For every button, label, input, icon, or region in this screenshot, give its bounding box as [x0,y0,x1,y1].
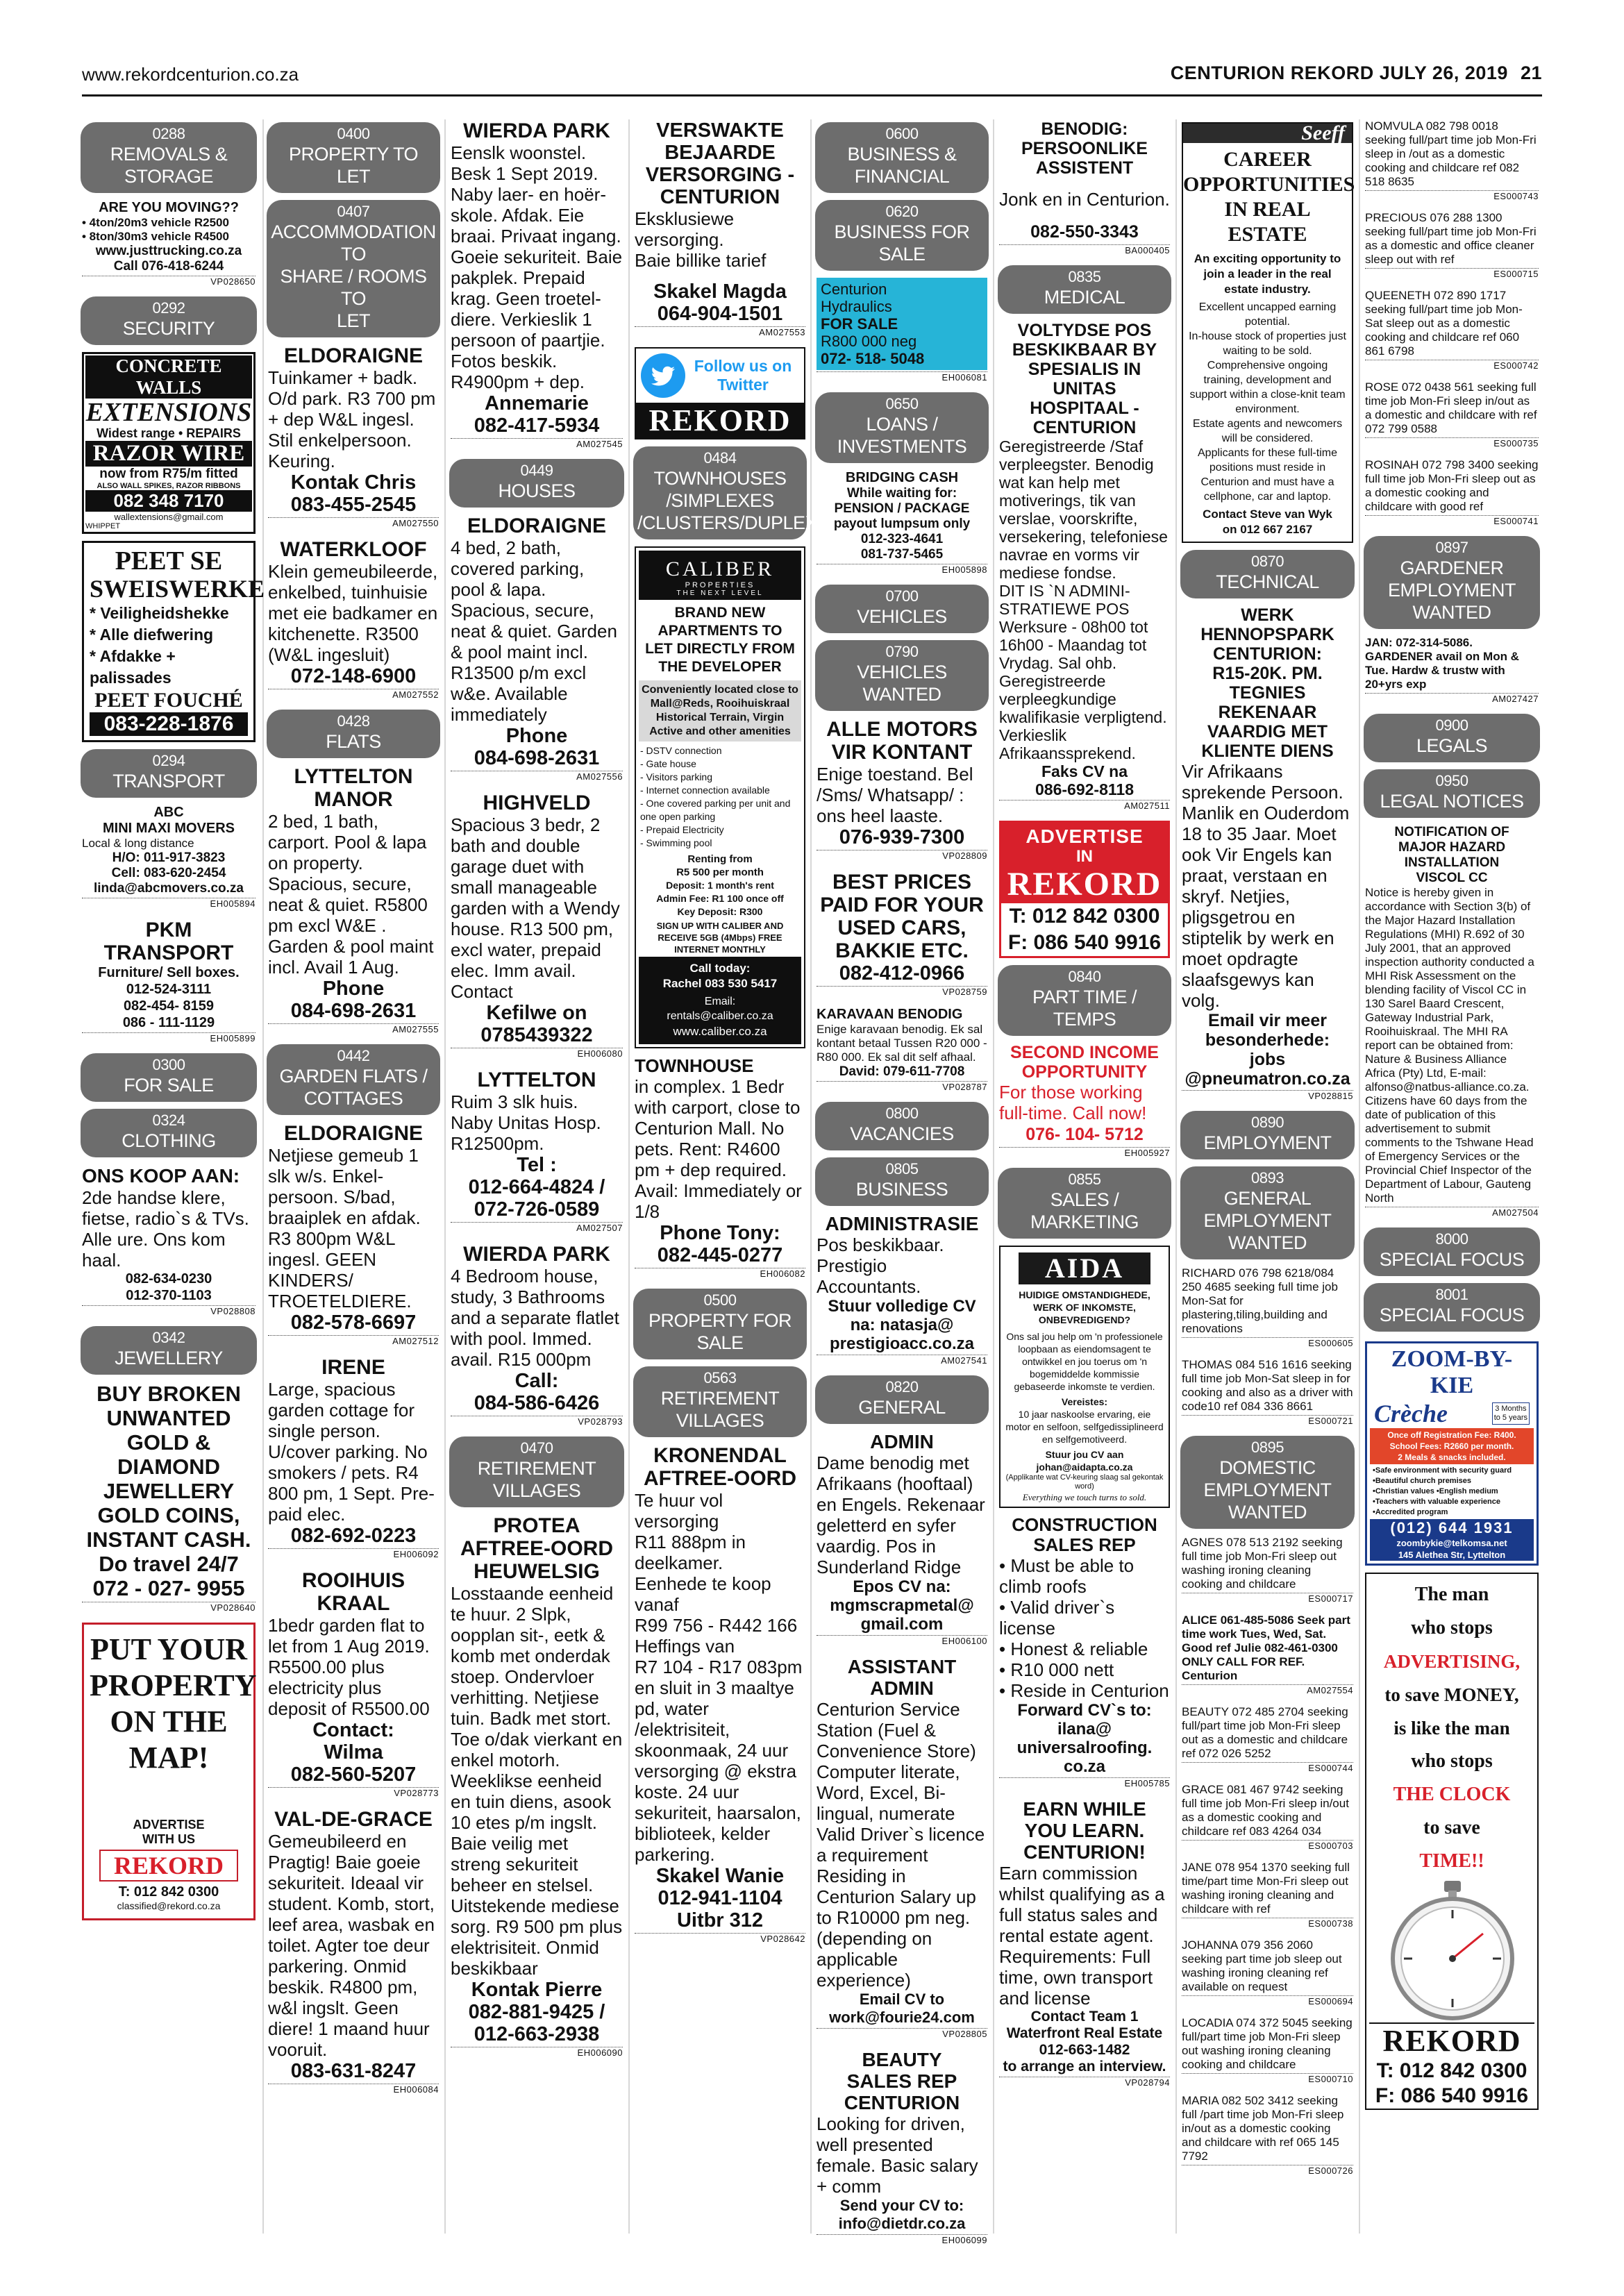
list-item: Estate agents and newcomers will be considered. [1192,418,1343,444]
classified-ad: PKM TRANSPORT Furniture/ Sell boxes. 012-524-3111 082-454- 8159 086 - 111-1129 EH005899 [82,919,256,1044]
category-removals[interactable]: 0288 REMOVALS & STORAGE [81,122,257,193]
classified-ad: WIERDA PARK Eenslk woonstel. Besk 1 Sept 2019. Naby laer- en hoër-skole. Afdak. Eie braai. Privaat ingang. Goeie sekuriteit. Baie pakplek. Prepaid krag. Geen troetel-diere. Verkieslik 1 persoon of paartjie. Fotos beskik. R4900pm + dep. Annemarie 082-417-5934 AM027545 [451,119,623,449]
list-item: - Swimming pool [640,837,712,848]
classified-ad: ELDORAIGNE Tuinkamer + badk. O/d park. R3 700 pm + dep W&L ingesl. Stil enkelpersoon. Keuring. Kontak Chris 083-455-2545 AM027550 [268,344,439,528]
category-property-to-let[interactable]: 0400 PROPERTY TO LET [267,122,440,193]
display-ad-zoom-by-kie: ZOOM-BY-KIE Crèche 3 Months to 5 years Once off Registration Fee: R400. School Fees: R2660 per month. 2 Meals & snacks included. •Safe environment with security guard •Beautiful church premises •Christian values •English medium •Teachers with valuable experience •Accredited program (012) 644 1931 zoombykie@telkomsa.net 145 Alethea Str, Lyttelton [1365,1341,1539,1566]
classified-ad: WIERDA PARK 4 Bedroom house, study, 3 Bathrooms and a separate flatlet with pool. Immed. avail. R15 000pm Call: 084-586-6426 VP028793 [451,1243,623,1427]
category-garden-flats[interactable]: 0442 GARDEN FLATS / COTTAGES [267,1044,440,1115]
stopwatch-icon [1369,1881,1536,2020]
category-business[interactable]: 0805 BUSINESS [815,1157,989,1206]
classified-ad: BEST PRICES PAID FOR YOUR USED CARS, BAKKIE ETC. 082-412-0966 VP028759 [817,871,987,997]
category-retirement-villages-2[interactable]: 0563 RETIREMENT VILLAGES [633,1366,807,1437]
classified-ad: ARE YOU MOVING?? • 4ton/20m3 vehicle R2500 • 8ton/30m3 vehicle R4500 www.justtrucking.co.za Call 076-418-6244 VP028650 [82,200,256,287]
list-item: Excellent uncapped earning potential. [1198,301,1337,328]
classified-ad: VERSWAKTE BEJAARDE VERSORGING - CENTURION Eksklusiewe versorging. Baie billike tarief Skakel Magda 064-904-1501 AM027553 [635,119,805,337]
classified-ad: BRIDGING CASH While waiting for: PENSION / PACKAGE payout lumpsum only 012-323-4641 081-737-5465 EH005898 [817,470,987,575]
small-ad: GRACE 081 467 9742 seeking full time job Mon-Fri sleep in/out as a domestic cooking and childcare ref 083 4264 034 ES000703 [1182,1783,1353,1851]
classified-ad: IRENE Large, spacious garden cottage for single person. U/cover parking. No smokers / pets. R4 800 pm, 1 Sept. Pre-paid elec. 082-692-0223 EH006092 [268,1356,439,1559]
caliber-site[interactable]: www.caliber.co.za [673,1025,767,1038]
list-item: - Gate house [640,758,696,769]
small-ad: QUEENETH 072 890 1717 seeking full/part time job Mon-Sat sleep out as a domestic cooking and childcare ref 060 861 6798 ES000742 [1365,289,1539,371]
list-item: - DSTV connection [640,745,722,756]
small-ad: JOHANNA 079 356 2060 seeking part time job sleep out washing ironing cleaning ref available on request ES000694 [1182,1938,1353,2006]
category-business-for-sale[interactable]: 0620 BUSINESS FOR SALE [815,200,989,271]
category-retirement-villages[interactable]: 0470 RETIREMENT VILLAGES [449,1436,624,1507]
classified-ad: ELDORAIGNE 4 bed, 2 bath, covered parking, pool & lapa. Spacious, secure, neat & quiet. Garden & pool maint incl. R13500 p/m excl w&e. Available immediately Phone 084-698-2631 AM027556 [451,514,623,782]
display-ad-seeff: Seeff CAREER OPPORTUNITIES IN REAL ESTATE An exciting opportunity to join a leader in the real estate industry. Excellent uncapped earning potential. In-house stock of properties just waiting to be sold. Comprehensive ongoing training, development and support within a close-knit team environment. Estate agents and newcomers will be considered. Applicants for these full-time positions must reside in Centurion and must have a cellphone, car and laptop. Contact Steve van Wyk on 012 667 2167 [1182,122,1353,543]
classified-ad: ONS KOOP AAN: 2de handse klere, fietse, radio`s & TVs. Alle ure. Ons kom haal. 082-634-0230 012-370-1103 VP028808 [82,1165,256,1316]
promo-email[interactable]: classified@rekord.co.za [117,1900,221,1911]
aida-email[interactable]: Stuur jou CV aan johan@aidapta.co.za [1036,1449,1133,1473]
classified-ad: ADMIN Dame benodig met Afrikaans (hooftaal) en Engels. Rekenaar geletterd en syfer vaardig. Pos in Sunderland Ridge Epos CV na: mgmscrapmetal@ gmail.com EH006100 [817,1431,987,1646]
category-for-sale[interactable]: 0300 FOR SALE [81,1053,257,1102]
legal-notice: NOTIFICATION OF MAJOR HAZARD INSTALLATION VISCOL CC Notice is hereby given in accordance with Section 3(b) of the Major Hazard Installation Regulations (MHI) R.692 of 30 July 2001, that an approved inspection authority conducted a MHI Risk Assessment on the blending facility of Viscol CC in 130 Sarel Baard Crescent, Gateway Industrial Park, Rooihuiskraal. The MHI RA report can be obtained from: Nature & Business Alliance Africa (Pty) Ltd, E-mail: alfonso@natbus-alliance.co.za. Citizens have 60 days from the date of publication of this advertisement to submit comments to the Tshwane Head of Emergency Services or the Provincial Chief Inspector of the Department of Labour, Gauteng North AM027504 [1365,825,1539,1218]
column-5 [812,119,991,2245]
classified-ad: ELDORAIGNE Netjiese gemeub 1 slk w/s. Enkel-persoon. S/bad, braaiplek en afdak. R3 800pm W&L ingesl. GEEN KINDERS/ TROETELDIERE. 082-578-6697 AM027512 [268,1122,439,1346]
display-ad-clock: The man who stops ADVERTISING, to save MONEY, is like the man who stops THE CLOCK to save TIME!! REKORD T: 012 842 0300 F: 086 540 9916 [1365,1573,1539,2110]
small-ad: LOCADIA 074 372 5045 seeking full/part time job Mon-Fri sleep out washing ironing cleaning cooking and childcare ES000710 [1182,2016,1353,2084]
classified-ad: VAL-DE-GRACE Gemeubileerd en Pragtig! Baie goeie sekuriteit. Ideaal vir student. Komb, stort, leef area, wasbak en toilet. Agter toe deur parkering. Onmid beskik. R4800 pm, w&l ingslt. Geen diere! 1 maand huur vooruit. 083-631-8247 EH006084 [268,1808,439,2095]
category-medical[interactable]: 0835 MEDICAL [998,265,1171,314]
publication-title: CENTURION REKORD JULY 26, 2019 [1170,62,1508,83]
zoom-phone[interactable]: (012) 644 1931 [1370,1519,1534,1537]
page-number: 21 [1520,62,1542,83]
walls-phone[interactable]: 082 348 7170 [85,490,252,512]
category-special-focus-2[interactable]: 8001 SPECIAL FOCUS [1364,1283,1540,1332]
classified-ad: EARN WHILE YOU LEARN. CENTURION! Earn commission whilst qualifying as a full status sales and rental estate agent. Requirements: Full time, own transport and license Contact Team 1 Waterfront Real Estate 012-663-1482 to arrange an interview. VP028794 [999,1798,1170,2088]
small-ad: RICHARD 076 798 6218/084 250 4685 seeking full time job Mon-Sat for plastering,tiling,building and renovations ES000605 [1182,1266,1353,1348]
small-ad: NOMVULA 082 798 0018 seeking full/part time job Mon-Fri sleep in /out as a domestic cooking and childcare ref 082 518 8635 ES000743 [1365,119,1539,201]
page-header [82,62,1542,90]
classified-ad: ALLE MOTORS VIR KONTANT Enige toestand. Bel /Sms/ Whatsapp/ : ons heel laaste. 076-939-7300 VP028809 [817,718,987,861]
site-url[interactable]: www.rekordcenturion.co.za [82,64,299,85]
zoom-email[interactable]: zoombykie@telkomsa.net [1370,1537,1534,1549]
category-business-financial[interactable]: 0600 BUSINESS & FINANCIAL [815,122,989,193]
classified-ad: VOLTYDSE POS BESKIKBAAR BY SPESIALIS IN UNITAS HOSPITAAL - CENTURION Geregistreerde /Staf verpleegster. Benodig wat kan help met motiverings, tik van verslae, voorskrifte, versekering, telefoniese navrae en vorms vir mediese fondse. DIT IS `N ADMINI-STRATIEWE POS Werksure - 08h00 tot 16h00 - Maandag tot Vrydag. Sal ohb. Geregistreerde verpleegkundige kwalifikasie verpligtend. Verkieslik Afrikaanssprekend. Faks CV na 086-692-8118 AM027511 [999,321,1170,811]
small-ad: MARIA 082 502 3412 seeking full /part time job Mon-Fri sleep in/out as a domestic cooking and childcare with ref 065 145 7792 ES000726 [1182,2094,1353,2176]
caliber-email[interactable]: Email: rentals@caliber.co.za [667,996,773,1022]
category-legal-notices[interactable]: 0950 LEGAL NOTICES [1364,769,1540,818]
twitter-bird-icon [640,353,686,399]
category-domestic-employment-wanted[interactable]: 0895 DOMESTIC EMPLOYMENT WANTED [1180,1436,1355,1529]
classified-ad: BUY BROKEN UNWANTED GOLD & DIAMOND JEWELLERY GOLD COINS, INSTANT CASH. Do travel 24/7 072 - 027- 9955 VP028640 [82,1382,256,1613]
display-ad-hydraulics: Centurion Hydraulics FOR SALE R800 000 neg 072- 518- 5048 [817,278,987,370]
small-ad: ROSE 072 0438 561 seeking full time job Mon-Fri sleep in/out as a domestic and childcare with ref 072 799 0588 ES000735 [1365,380,1539,449]
column-8 [1361,119,1543,2237]
category-transport[interactable]: 0294 TRANSPORT [81,749,257,798]
small-ad: ALICE 061-485-5086 Seek part time work Tues, Wed, Sat. Good ref Julie 082-461-0300 ONLY CALL FOR REF. Centurion AM027554 [1182,1614,1353,1695]
column-divider [444,119,446,2234]
twitter-promo[interactable]: Follow us on Twitter REKORD [635,347,805,439]
classified-ad: ADMINISTRASIE Pos beskikbaar. Prestigio Accountants. Stuur volledige CV na: natasja@ prestigioacc.co.za AM027541 [817,1213,987,1366]
column-6 [995,119,1174,2237]
classified-ad: WERK HENNOPSPARK CENTURION: R15-20K. PM. TEGNIES REKENAAR VAARDIG MET KLIENTE DIENS Vir Afrikaans sprekende Persoon. Manlik en Ouderdom 18 to 35 Jaar. Moet ook Vir Engels kan praat, verstaan en skryf. Netjies, pligsgetrou en stiptelik by werk en moet opdragte slaafsgewys kan volg. Email vir meer besonderhede: jobs @pneumatron.co.za VP028815 [1182,605,1353,1101]
category-clothing[interactable]: 0324 CLOTHING [81,1109,257,1157]
category-loans[interactable]: 0650 LOANS / INVESTMENTS [815,392,989,463]
list-item: - Visitors parking [640,771,713,782]
classified-ad: TOWNHOUSE in complex. 1 Bedr with carport, close to Centurion Mall. No pets. Rent: R4600 pm + dep required. Avail: Immediately or 1/8 Phone Tony: 082-445-0277 EH006082 [635,1055,805,1279]
small-ad: THOMAS 084 516 1616 seeking full time job Mon-Sat sleep in for cooking and also as a driver with code10 ref 084 336 8661 ES000721 [1182,1358,1353,1426]
column-4 [630,119,842,2237]
category-technical[interactable]: 0870 TECHNICAL [1180,550,1355,598]
column-divider [810,119,812,2234]
classified-ad: CONSTRUCTION SALES REP • Must be able to climb roofs • Valid driver`s license • Honest & reliable • R10 000 nett • Reside in Centurion Forward CV`s to: ilana@ universalroofing. co.za EH005785 [999,1514,1170,1788]
classified-ad: BENODIG: PERSOONLIKE ASSISTENT Jonk en in Centurion. 082-550-3343 BA000405 [999,119,1170,255]
column-7 [1178,119,1357,2237]
category-special-focus[interactable]: 8000 SPECIAL FOCUS [1364,1227,1540,1276]
display-ad-aida: AIDA HUIDIGE OMSTANDIGHEDE, WERK OF INKOMSTE, ONBEVREDIGEND? Ons sal jou help om 'n professionele loopbaan as eiendomsagent te ontwikkel en jou toerus om 'n bogemiddelde kommissie gebaseerde inkomste te verdien. Vereistes: 10 jaar naskoolse ervaring, eie motor en selfoon, selfgedissiplineerd en selfgemotiveerd. Stuur jou CV aan johan@aidapta.co.za (Applikante wat CV-keuring slaag sal gekontak word) Everything we touch turns to sold. [999,1246,1170,1508]
display-ad-walls: CONCRETE WALLS EXTENSIONS Widest range • REPAIRS RAZOR WIRE now from R75/m fitted ALSO WALL SPIKES, RAZOR RIBBONS 082 348 7170 wallextensions@gmail.com WHIPPET [82,352,256,534]
small-ad: JANE 078 954 1370 seeking full time/part time Mon-Fri sleep out washing ironing cleaning and childcare with ref ES000738 [1182,1861,1353,1929]
column-divider [628,119,630,2234]
advertise-in-rekord[interactable]: ADVERTISE IN REKORD T: 012 842 0300 F: 086 540 9916 [999,821,1170,958]
classified-ad: SECOND INCOME OPPORTUNITY For those working full-time. Call now! 076- 104- 5712 EH005927 [999,1043,1170,1158]
list-item: - Prepaid Electricity [640,824,724,835]
category-houses[interactable]: 0449 HOUSES [449,459,624,508]
list-item: Comprehensive ongoing training, development and support within a close-knit team environment. [1189,360,1346,415]
category-part-time[interactable]: 0840 PART TIME / TEMPS [998,965,1171,1036]
publication-line [1171,62,1542,84]
weld-phone[interactable]: 083-228-1876 [90,712,248,736]
header-rule [82,94,1542,97]
category-vehicles-wanted[interactable]: 0790 VEHICLES WANTED [815,640,989,711]
category-vacancies[interactable]: 0800 VACANCIES [815,1102,989,1150]
category-general-employment-wanted[interactable]: 0893 GENERAL EMPLOYMENT WANTED [1180,1166,1355,1259]
classified-ad: KRONENDAL AFTREE-OORD Te huur vol versorging R11 888pm in deelkamer. Eenhede te koop vanaf R99 756 - R442 166 Heffings van R7 104 - R17 083pm en sluit in 3 maaltye pd, water /elektrisiteit, skoonmaak, 24 uur versorging @ ekstra koste. 24 uur sekuriteit, haarsalon, biblioteek, kelder parkering. Skakel Wanie 012-941-1104 Uitbr 312 VP028642 [635,1444,805,1944]
classified-ad: ROOIHUIS KRAAL 1bedr garden flat to let from 1 Aug 2019. R5500.00 plus electricity plus deposit of R5500.00 Contact: Wilma 082-560-5207 VP028773 [268,1569,439,1798]
category-gardener-wanted[interactable]: 0897 GARDENER EMPLOYMENT WANTED [1364,536,1540,629]
small-ad: AGNES 078 513 2192 seeking full time job Mon-Fri sleep out washing ironing cleaning cooking and childcare ES000717 [1182,1536,1353,1604]
classified-ad: WATERKLOOF Klein gemeubileerde, enkelbed, tuinhuisie met eie badkamer en kitchenette. R3500 (W&L ingesluit) 072-148-6900 AM027552 [268,538,439,700]
classified-ad: ASSISTANT ADMIN Centurion Service Station (Fuel & Convenience Store) Computer literate, Word, Excel, Bi-lingual, numerate Valid Driver`s licence a requirement Residing in Centurion Salary up to R10000 pm neg. (depending on applicable experience) Email CV to work@fourie24.com VP028805 [817,1656,987,2039]
classified-ad: ABC MINI MAXI MOVERS Local & long distance H/O: 011-917-3823 Cell: 083-620-2454 linda@abcmovers.co.za EH005894 [82,805,256,909]
category-property-for-sale[interactable]: 0500 PROPERTY FOR SALE [633,1289,807,1359]
list-item: Applicants for these full-time positions must reside in Centurion and must have a cellphone, car and laptop. [1198,447,1337,503]
category-accommodation[interactable]: 0407 ACCOMMODATION TO SHARE / ROOMS TO LET [267,200,440,337]
column-2 [264,119,443,2237]
column-3 [446,119,627,2237]
small-ad: ROSINAH 072 798 3400 seeking full time job Mon-Fri sleep out as a domestic cooking and childcare with good ref ES000741 [1365,458,1539,526]
small-ad: PRECIOUS 076 288 1300 seeking full/part time job Mon-Fri as a domestic and office cleaner sleep out with ref ES000715 [1365,211,1539,279]
category-jewellery[interactable]: 0342 JEWELLERY [81,1326,257,1375]
promo-put-property: PUT YOUR PROPERTY ON THE MAP! ADVERTISE WITH US REKORD T: 012 842 0300 classified@rekord.co.za [82,1623,256,1920]
classified-ad: KARAVAAN BENODIG Enige karavaan benodig. Ek sal kontant betaal Tussen R20 000 - R80 000. Ek sal dit self afhaal. David: 079-611-7708 VP028787 [817,1007,987,1092]
classified-ad: LYTTELTON MANOR 2 bed, 1 bath, carport. Pool & lapa on property. Spacious, secure, neat & quiet. R5800 pm excl W&E . Garden & pool maint incl. Avail 1 Aug. Phone 084-698-2631 AM027555 [268,765,439,1034]
display-ad-caliber: CALIBER PROPERTIES THE NEXT LEVEL BRAND NEW APARTMENTS TO LET DIRECTLY FROM THE DEVELOPER Conveniently located close to Mall@Reds, Rooihuiskraal Historical Terrain, Virgin Active and other amenities - DSTV connection - Gate house - Visitors parking - Internet connection available - One covered parking per unit and one open parking - Prepaid Electricity - Swimming pool Renting from R5 500 per month Deposit: 1 month's rent Admin Fee: R1 100 once off Key Deposit: R300 SIGN UP WITH CALIBER AND RECEIVE 5GB (4Mbps) FREE INTERNET MONTHLY Call today: Rachel 083 530 5417 Email: rentals@caliber.co.za www.caliber.co.za [635,546,805,1048]
category-townhouses[interactable]: 0484 TOWNHOUSES /SIMPLEXES /CLUSTERS/DUPLEXES [633,446,807,539]
column-divider [1175,119,1177,2234]
list-item: - One covered parking per unit and one open parking [640,798,791,822]
category-vehicles[interactable]: 0700 VEHICLES [815,585,989,633]
category-general[interactable]: 0820 GENERAL [815,1375,989,1424]
category-employment[interactable]: 0890 EMPLOYMENT [1180,1111,1355,1159]
category-security[interactable]: 0292 SECURITY [81,296,257,345]
list-item: - Internet connection available [640,785,770,796]
classified-ad: HIGHVELD Spacious 3 bedr, 2 bath and double garage duet with small manageable garden with a Wendy house. R13 500 pm, excl water, prepaid elec. Imm avail. Contact Kefilwe on 0785439322 EH006080 [451,791,623,1059]
small-ad: BEAUTY 072 485 2704 seeking full/part time job Mon-Fri sleep out as a domestic and childcare ref 072 026 5252 ES000744 [1182,1705,1353,1773]
category-flats[interactable]: 0428 FLATS [267,710,440,758]
column-divider [993,119,994,2234]
classified-ad: PROTEA AFTREE-OORD HEUWELSIG Losstaande eenheid te huur. 2 Slpk, oopplan sit-, eetk & komb met onderdak stoep. Ondervloer verhitting. Netjiese tuin. Badk met stort. Toe o/dak vierkant en enkel motorh. Weeklikse eenheid en tuin diens, asook 10 etes p/m ingslt. Baie veilig met streng sekuriteit beheer en stelsel. Uitstekende mediese sorg. R9 500 pm plus elektrisiteit. Onmid beskikbaar Kontak Pierre 082-881-9425 / 012-663-2938 EH006090 [451,1514,623,2058]
column-1 [78,119,265,2237]
ad-ref: EH006081 [817,371,987,383]
display-ad-welding: PEET SE SWEISWERKE * Veiligheidshekke * Alle diefwering * Afdakke + palissades PEET FOUCHÉ 083-228-1876 [82,541,256,742]
classified-ad: BEAUTY SALES REP CENTURION Looking for driven, well presented female. Basic salary + comm Send your CV to: info@dietdr.co.za EH006099 [817,2049,987,2245]
classified-ad: LYTTELTON Ruim 3 slk huis. Naby Unitas Hosp. R12500pm. Tel : 012-664-4824 / 072-726-0589 AM027507 [451,1069,623,1233]
category-sales-marketing[interactable]: 0855 SALES / MARKETING [998,1168,1171,1239]
list-item: In-house stock of properties just waiting to be sold. [1189,330,1346,357]
category-legals[interactable]: 0900 LEGALS [1364,714,1540,762]
small-ad: JAN: 072-314-5086. GARDENER avail on Mon & Tue. Hardw & trustw with 20+yrs exp AM027427 [1365,636,1539,704]
column-divider [1359,119,1360,2234]
